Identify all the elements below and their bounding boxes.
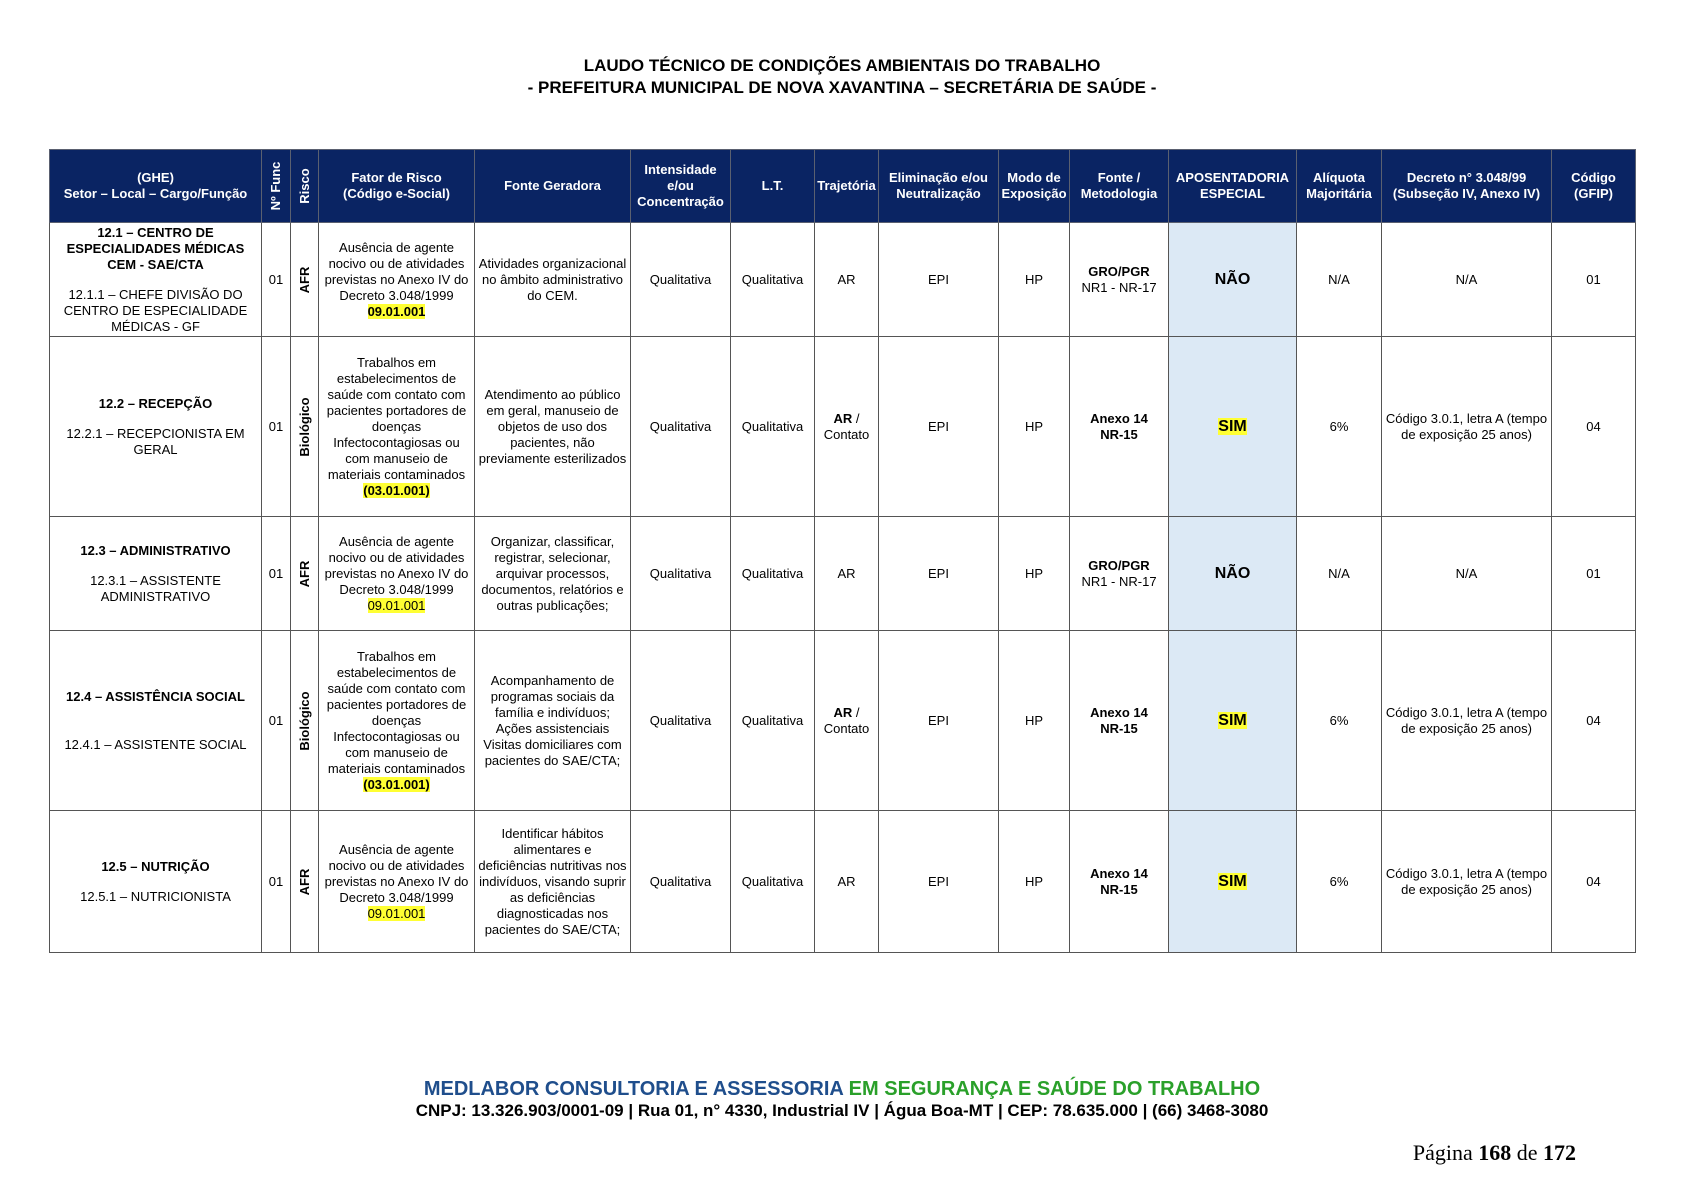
col-fonte-geradora: Fonte Geradora — [475, 150, 631, 223]
esocial-code: (03.01.001) — [363, 482, 430, 498]
aposentadoria-value: SIM — [1218, 711, 1247, 729]
modo-cell: HP — [999, 337, 1070, 517]
fonte-geradora-cell: Acompanhamento de programas sociais da família e indivíduos; Ações assistenciais Visitas domiciliares com pacientes do SAE/CTA; — [475, 631, 631, 811]
modo-cell: HP — [999, 223, 1070, 337]
fonte-metodologia-cell: Anexo 14 NR-15 — [1070, 337, 1169, 517]
aliquota-cell: N/A — [1297, 517, 1382, 631]
decreto-cell: Código 3.0.1, letra A (tempo de exposição 25 anos) — [1382, 631, 1552, 811]
fonte-metodologia-cell: Anexo 14 NR-15 — [1070, 811, 1169, 953]
risco-cell: Biológico — [291, 631, 319, 811]
col-intensidade: Intensidade e/ou Concentração — [631, 150, 731, 223]
risco-cell: AFR — [291, 223, 319, 337]
modo-cell: HP — [999, 811, 1070, 953]
col-risco: Risco — [291, 150, 319, 223]
footer-company-name: MEDLABOR CONSULTORIA E ASSESSORIA — [423, 1078, 844, 1100]
col-aliquota: Alíquota Majoritária — [1297, 150, 1382, 223]
footer-address: CNPJ: 13.326.903/0001-09 | Rua 01, n° 4330, Industrial IV | Água Boa-MT | CEP: 78.635.000 | (66) 3468-3080 — [415, 1101, 1269, 1120]
modo-cell: HP — [999, 631, 1070, 811]
table-row — [50, 631, 1636, 811]
trajetoria-cell: AR / Contato — [815, 337, 879, 517]
lt-cell: Qualitativa — [731, 631, 815, 811]
risco-cell: AFR — [291, 517, 319, 631]
table-row — [50, 811, 1636, 953]
aposentadoria-cell — [1169, 223, 1297, 337]
aliquota-cell: N/A — [1297, 223, 1382, 337]
codigo-cell: 04 — [1552, 631, 1636, 811]
lt-cell: Qualitativa — [731, 337, 815, 517]
footer-company-tagline: EM SEGURANÇA E SAÚDE DO TRABALHO — [848, 1078, 1261, 1100]
col-trajetoria: Trajetória — [815, 150, 879, 223]
fator-cell: Ausência de agente nocivo ou de atividades previstas no Anexo IV do Decreto 3.048/1999 09.01.001 — [319, 223, 475, 337]
col-lt: L.T. — [731, 150, 815, 223]
nfunc-cell: 01 — [262, 517, 291, 631]
col-fator: Fator de Risco (Código e-Social) — [319, 150, 475, 223]
trajetoria-cell: AR — [815, 811, 879, 953]
col-eliminacao: Eliminação e/ou Neutralização — [879, 150, 999, 223]
col-nfunc: Nº Func — [262, 150, 291, 223]
eliminacao-cell: EPI — [879, 337, 999, 517]
modo-cell: HP — [999, 517, 1070, 631]
nfunc-cell: 01 — [262, 337, 291, 517]
setor-cell: 12.2 – RECEPÇÃO 12.2.1 – RECEPCIONISTA EM GERAL — [50, 337, 262, 517]
table-row — [50, 337, 1636, 517]
codigo-cell: 01 — [1552, 517, 1636, 631]
codigo-cell: 01 — [1552, 223, 1636, 337]
intensidade-cell: Qualitativa — [631, 337, 731, 517]
codigo-cell: 04 — [1552, 337, 1636, 517]
intensidade-cell: Qualitativa — [631, 631, 731, 811]
footer-company — [0, 1077, 1684, 1101]
fonte-geradora-cell: Atividades organizacional no âmbito administrativo do CEM. — [475, 223, 631, 337]
fonte-metodologia-cell: GRO/PGR NR1 - NR-17 — [1070, 517, 1169, 631]
aposentadoria-cell — [1169, 811, 1297, 953]
decreto-cell: N/A — [1382, 223, 1552, 337]
lt-cell: Qualitativa — [731, 517, 815, 631]
aposentadoria-value: NÃO — [1214, 270, 1251, 288]
intensidade-cell: Qualitativa — [631, 223, 731, 337]
setor-cell: 12.5 – NUTRIÇÃO 12.5.1 – NUTRICIONISTA — [50, 811, 262, 953]
aliquota-cell: 6% — [1297, 811, 1382, 953]
aposentadoria-cell — [1169, 337, 1297, 517]
col-codigo: Código (GFIP) — [1552, 150, 1636, 223]
title-line-2: - PREFEITURA MUNICIPAL DE NOVA XAVANTINA – SECRETÁRIA DE SAÚDE - — [527, 78, 1157, 97]
fonte-metodologia-cell: GRO/PGR NR1 - NR-17 — [1070, 223, 1169, 337]
aposentadoria-cell — [1169, 631, 1297, 811]
page-number: Página 168 de 172 — [1412, 1140, 1576, 1165]
nfunc-cell: 01 — [262, 631, 291, 811]
fonte-geradora-cell: Identificar hábitos alimentares e deficiências nutritivas nos indivíduos, visando suprir as deficiências diagnosticadas nos pacientes do SAE/CTA; — [475, 811, 631, 953]
decreto-cell: Código 3.0.1, letra A (tempo de exposição 25 anos) — [1382, 811, 1552, 953]
lt-cell: Qualitativa — [731, 811, 815, 953]
fator-cell: Ausência de agente nocivo ou de atividades previstas no Anexo IV do Decreto 3.048/1999 09.01.001 — [319, 517, 475, 631]
setor-cell: 12.1 – CENTRO DE ESPECIALIDADES MÉDICAS CEM - SAE/CTA 12.1.1 – CHEFE DIVISÃO DO CENTRO DE ESPECIALIDADE MÉDICAS - GF — [50, 223, 262, 337]
document-title — [0, 55, 1684, 99]
col-fonte-metodologia: Fonte / Metodologia — [1070, 150, 1169, 223]
eliminacao-cell: EPI — [879, 631, 999, 811]
aposentadoria-value: NÃO — [1214, 564, 1251, 582]
intensidade-cell: Qualitativa — [631, 517, 731, 631]
trajetoria-cell: AR / Contato — [815, 631, 879, 811]
lt-cell: Qualitativa — [731, 223, 815, 337]
setor-cell: 12.4 – ASSISTÊNCIA SOCIAL 12.4.1 – ASSISTENTE SOCIAL — [50, 631, 262, 811]
title-line-1: LAUDO TÉCNICO DE CONDIÇÕES AMBIENTAIS DO TRABALHO — [583, 56, 1101, 75]
aliquota-cell: 6% — [1297, 631, 1382, 811]
col-modo: Modo de Exposição — [999, 150, 1070, 223]
table-header-row — [50, 150, 1636, 223]
decreto-cell: N/A — [1382, 517, 1552, 631]
col-decreto: Decreto n° 3.048/99 (Subseção IV, Anexo IV) — [1382, 150, 1552, 223]
esocial-code: (03.01.001) — [363, 776, 430, 792]
risco-cell: Biológico — [291, 337, 319, 517]
col-ghe: (GHE) Setor – Local – Cargo/Função — [50, 150, 262, 223]
esocial-code: 09.01.001 — [367, 597, 426, 613]
risco-cell: AFR — [291, 811, 319, 953]
nfunc-cell: 01 — [262, 223, 291, 337]
nfunc-cell: 01 — [262, 811, 291, 953]
aposentadoria-cell — [1169, 517, 1297, 631]
intensidade-cell: Qualitativa — [631, 811, 731, 953]
codigo-cell: 04 — [1552, 811, 1636, 953]
setor-cell: 12.3 – ADMINISTRATIVO 12.3.1 – ASSISTENTE ADMINISTRATIVO — [50, 517, 262, 631]
eliminacao-cell: EPI — [879, 517, 999, 631]
fonte-geradora-cell: Organizar, classificar, registrar, selecionar, arquivar processos, documentos, relatórios e outras publicações; — [475, 517, 631, 631]
risk-table — [49, 149, 1636, 953]
aliquota-cell: 6% — [1297, 337, 1382, 517]
trajetoria-cell: AR — [815, 223, 879, 337]
table-row — [50, 517, 1636, 631]
aposentadoria-value: SIM — [1218, 872, 1247, 890]
fonte-geradora-cell: Atendimento ao público em geral, manuseio de objetos de uso dos pacientes, não previamente esterilizados — [475, 337, 631, 517]
fator-cell: Trabalhos em estabelecimentos de saúde com contato com pacientes portadores de doenças Infectocontagiosas ou com manuseio de materiais contaminados (03.01.001) — [319, 337, 475, 517]
fonte-metodologia-cell: Anexo 14 NR-15 — [1070, 631, 1169, 811]
aposentadoria-value: SIM — [1218, 417, 1247, 435]
eliminacao-cell: EPI — [879, 223, 999, 337]
esocial-code: 09.01.001 — [367, 905, 426, 921]
trajetoria-cell: AR — [815, 517, 879, 631]
fator-cell: Trabalhos em estabelecimentos de saúde com contato com pacientes portadores de doenças Infectocontagiosas ou com manuseio de materiais contaminados (03.01.001) — [319, 631, 475, 811]
esocial-code: 09.01.001 — [367, 303, 426, 319]
eliminacao-cell: EPI — [879, 811, 999, 953]
table-row — [50, 223, 1636, 337]
decreto-cell: Código 3.0.1, letra A (tempo de exposição 25 anos) — [1382, 337, 1552, 517]
fator-cell: Ausência de agente nocivo ou de atividades previstas no Anexo IV do Decreto 3.048/1999 09.01.001 — [319, 811, 475, 953]
col-aposentadoria: APOSENTADORIA ESPECIAL — [1169, 150, 1297, 223]
